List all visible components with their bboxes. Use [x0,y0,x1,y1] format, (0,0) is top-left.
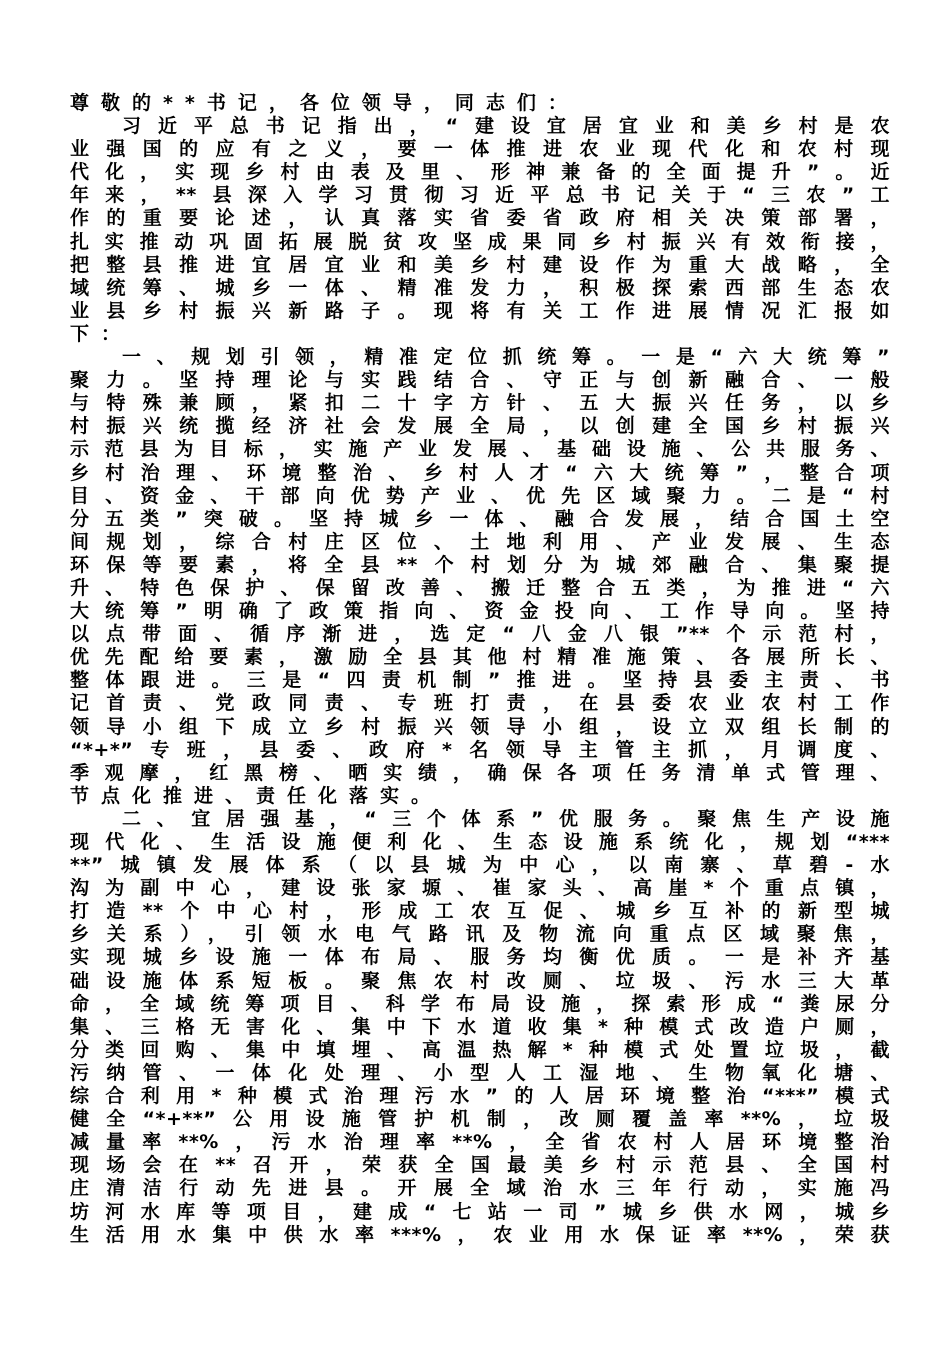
text-line: 升、特色保护、保留改善、搬迁整合五类，为推进“六 [70,576,890,599]
text-line: 整体跟进。三是“四责机制”推进。坚持县委主责、书 [70,669,890,692]
text-line: 业强国的应有之义，要一体推进农业现代化和农村现 [70,138,890,161]
text-line: 习近平总书记指出，“建设宜居宜业和美乡村是农 [122,115,890,138]
document-body [70,92,890,1247]
text-line: 作的重要论述，认真落实省委省政府相关决策部署， [70,207,890,230]
text-line: 环保等要素，将全县**个村划分为城郊融合、集聚提 [70,553,890,576]
text-line: 优先配给要素，激励全县其他村精准施策、各展所长、 [70,646,890,669]
text-line: 代化，实现乡村由表及里、形神兼备的全面提升”。近 [70,161,890,184]
text-line: 实现城乡设施一体布局、服务均衡优质。一是补齐基 [70,946,890,969]
text-line: 年来，**县深入学习贯彻习近平总书记关于“三农”工 [70,184,890,207]
text-line: 减量率**%，污水治理率**%，全省农村人居环境整治 [70,1131,890,1154]
text-line: “*+*”专班，县委、政府*名领导主管主抓，月调度、 [70,738,890,761]
text-line: 示范县为目标，实施产业发展、基础设施、公共服务、 [70,438,890,461]
text-line: 目、资金、干部向优势产业、优先区域聚力。二是“村 [70,484,890,507]
text-line: **”城镇发展体系（以县城为中心，以南寨、草碧-水 [70,854,890,877]
text-line: 污纳管、一体化处理、小型人工湿地、生物氧化塘、 [70,1061,890,1084]
text-line: 扎实推动巩固拓展脱贫攻坚成果同乡村振兴有效衔接， [70,230,890,253]
text-line: 沟为副中心，建设张家塬、崔家头、高崖*个重点镇， [70,877,890,900]
text-line: 命，全域统筹项目、科学布局设施，探索形成“粪尿分 [70,992,890,1015]
text-line: 乡村治理、环境整治、乡村人才“六大统筹”，整合项 [70,461,890,484]
section-heading-line: 一、规划引领，精准定位抓统筹。一是“六大统筹” [122,346,890,369]
text-line: 村振兴统揽经济社会发展全局，以创建全国乡村振兴 [70,415,890,438]
text-line: 分五类”突破。坚持城乡一体、融合发展，结合国土空 [70,507,890,530]
text-line: 以点带面、循序渐进，选定“八金八银”**个示范村， [70,623,890,646]
text-line: 现场会在**召开，荣获全国最美乡村示范县、全国村 [70,1154,890,1177]
text-line: 与特殊兼顾，紧扣二十字方针、五大振兴任务，以乡 [70,392,890,415]
text-line: 打造**个中心村，形成工农互促、城乡互补的新型城 [70,900,890,923]
text-line: 分类回购、集中填埋、高温热解*种模式处置垃圾，截 [70,1038,890,1061]
text-line: 季观摩，红黑榜、晒实绩，确保各项任务清单式管理、 [70,761,890,784]
text-line: 领导小组下成立乡村振兴领导小组，设立双组长制的 [70,715,890,738]
text-line: 综合利用*种模式治理污水”的人居环境整治“***”模式 [70,1085,890,1108]
text-line: 业县乡村振兴新路子。现将有关工作进展情况汇报如 [70,299,890,322]
text-line: 域统筹、城乡一体、精准发力，积极探索西部生态农 [70,276,890,299]
text-line: 间规划，综合村庄区位、土地利用、产业发展、生态 [70,530,890,553]
text-line: 集、三格无害化、集中下水道收集*种模式改造户厕， [70,1015,890,1038]
salutation-line: 尊敬的**书记，各位领导，同志们： [70,92,579,114]
text-line: 聚力。坚持理论与实践结合、守正与创新融合、一般 [70,369,890,392]
text-line: 下： [70,322,133,345]
text-line: 健全“*+**”公用设施管护机制，改厕覆盖率**%，垃圾 [70,1108,890,1131]
section-heading-line: 二、宜居强基，“三个体系”优服务。聚焦生产设施 [122,807,890,830]
text-line: 大统筹”明确了政策指向、资金投向、工作导向。坚持 [70,600,890,623]
text-line: 坊河水库等项目，建成“七站一司”城乡供水网，城乡 [70,1200,890,1223]
text-line: 把整县推进宜居宜业和美乡村建设作为重大战略，全 [70,253,890,276]
text-line: 生活用水集中供水率***%，农业用水保证率**%，荣获 [70,1223,890,1246]
text-line: 记首责、党政同责、专班打责，在县委农业农村工作 [70,692,890,715]
text-line: 节点化推进、责任化落实。 [70,784,443,807]
text-line: 础设施体系短板。聚焦农村改厕、垃圾、污水三大革 [70,969,890,992]
text-line: 庄清洁行动先进县。开展全域治水三年行动，实施冯 [70,1177,890,1200]
text-line: 现代化、生活设施便利化、生态设施系统化，规划“*** [70,831,890,853]
text-line: 乡关系），引领水电气路讯及物流向重点区域聚焦， [70,923,890,946]
